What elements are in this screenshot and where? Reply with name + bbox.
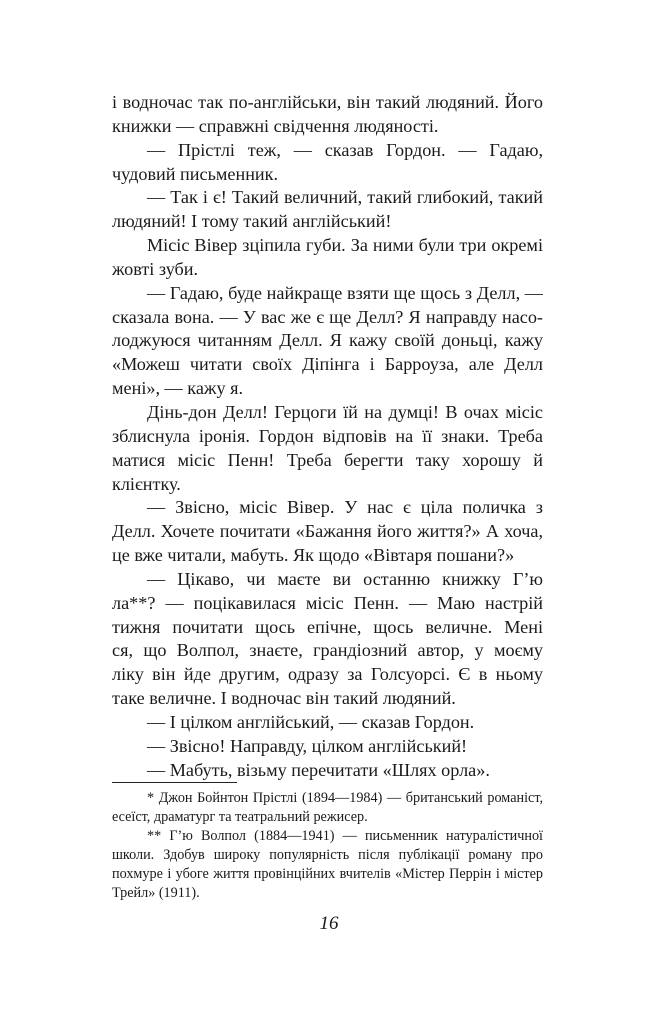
footnote-line: * Джон Бойнтон Прістлі (1894—1984) — британський романіст, — [147, 790, 543, 806]
text-line: людяний! І тому такий англійський! — [112, 211, 392, 232]
footnote-line: есеїст, драматург та театральний режисер. — [112, 809, 368, 825]
text-line: матися місіс Пенн! Треба берегти таку хорошу й — [112, 449, 543, 470]
body-text — [112, 91, 543, 782]
text-line: лоджуюся читанням Делл. Я кажу своїй доньці, кажу — [112, 330, 543, 351]
text-line: — Прістлі теж, — сказав Гордон. — Гадаю, — [147, 139, 543, 160]
footnote-line: ** Г’ю Волпол (1884—1941) — письменник натуралістичної — [147, 828, 543, 844]
text-line: «Можеш читати своїх Діпінга і Барроуза, але Делл — [112, 354, 543, 375]
text-line: мені», — кажу я. — [112, 378, 244, 399]
text-line: таке величне. І водночас він такий людяний. — [112, 688, 456, 709]
text-line: ся, що Волпол, знаєте, грандіозний автор, у моєму — [112, 640, 543, 661]
text-line: — І цілком англійський, — сказав Гордон. — [147, 711, 475, 732]
text-line: книжки — справжні свідчення людяності. — [112, 115, 439, 136]
page-number: 16 — [319, 913, 339, 934]
text-line: — Мабуть, візьму перечитати «Шлях орла». — [147, 759, 490, 780]
text-line: — Так і є! Такий величний, такий глибокий, такий — [147, 187, 543, 208]
text-line: тижня почитати щось епічне, щось величне. Мені — [112, 616, 543, 637]
text-line: — Гадаю, буде найкраще взяти ще щось з Делл, — — [147, 282, 543, 303]
text-line: — Звісно! Направду, цілком англійський! — [147, 735, 468, 756]
text-line: ла**? — поцікавилася місіс Пенн. — Маю настрій — [112, 592, 543, 613]
text-line: Місіс Вівер зціпила губи. За ними були три окремі — [147, 235, 543, 256]
text-line: і водночас так по-англійськи, він такий людяний. Його — [112, 92, 543, 112]
text-line: — Цікаво, чи маєте ви останню книжку Г’ю — [147, 568, 543, 589]
text-line: зблиснула іронія. Гордон відповів на її знаки. Треба — [112, 425, 543, 446]
text-line: Дінь-дон Делл! Герцоги їй на думці! В очах місіс — [147, 401, 543, 422]
footnotes — [112, 789, 543, 903]
text-line: сказала вона. — У вас же є ще Делл? Я направду насо- — [112, 306, 543, 327]
text-line: Делл. Хочете почитати «Бажання його життя?» А хоча, — [112, 521, 543, 542]
footnote-line: школи. Здобув широку популярність після публікації роману про — [112, 847, 543, 863]
footnote-line: Трейл» (1911). — [112, 885, 200, 901]
text-line: клієнтку. — [112, 473, 181, 494]
text-line: — Звісно, місіс Вівер. У нас є ціла поличка з — [147, 497, 543, 518]
text-line: чудовий письменник. — [112, 163, 279, 184]
text-line: жовті зуби. — [112, 258, 199, 279]
text-line: ліку він йде другим, одразу за Голсуорсі. Є в ньому — [112, 664, 543, 685]
footnote-line: похмуре і убоге життя провінційних вчителів «Містер Перрін і містер — [112, 866, 543, 882]
text-line: це вже читали, мабуть. Як щодо «Вівтаря пошани?» — [112, 545, 515, 566]
footnote-divider — [112, 782, 237, 783]
